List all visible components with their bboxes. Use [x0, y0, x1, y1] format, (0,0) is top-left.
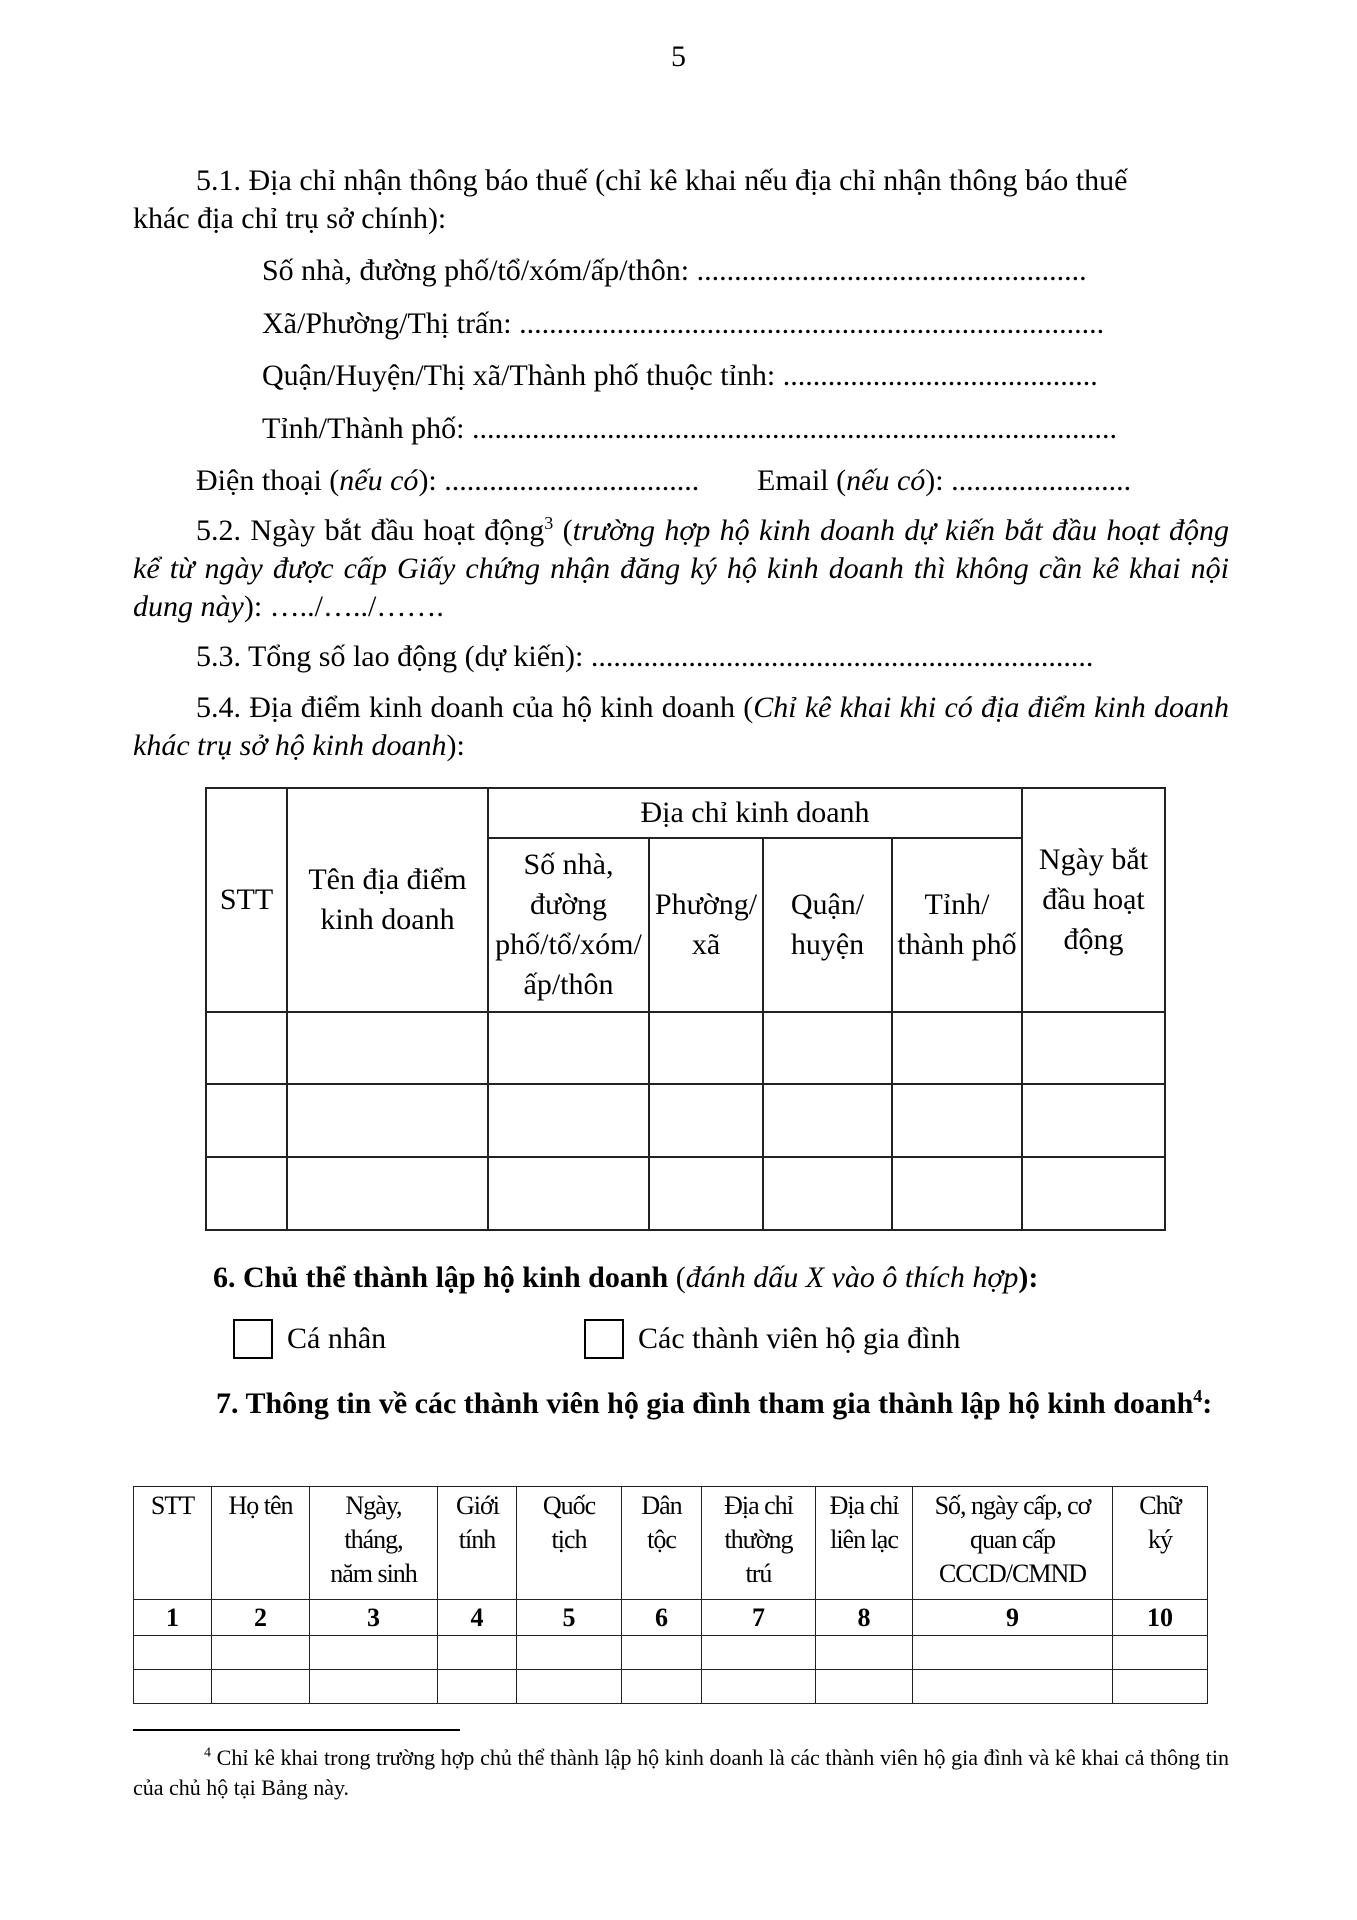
header-cell: Số, ngày cấp, cơ quan cấp CCCD/CMND: [913, 1487, 1113, 1600]
number-cell: 10: [1113, 1600, 1208, 1636]
district-field: Quận/Huyện/Thị xã/Thành phố thuộc tỉnh: ..........................................: [262, 359, 1098, 392]
s7-heading: 7. Thông tin về các thành viên hộ gia đình tham gia thành lập hộ kinh doanh$^4$:: [216, 1386, 1213, 1420]
s52-paragraph: 5.2. Ngày bắt đầu hoạt động$^3$ (trường hợp hộ kinh doanh dự kiến bắt đầu hoạt động kể từ ngày được cấp Giấy chứng nhận đăng ký hộ kinh doanh thì không cần kê khai nội dung này): …../…../…….: [133, 513, 1229, 623]
s51-line2: khác địa chỉ trụ sở chính):: [133, 202, 447, 235]
number-cell: 6: [622, 1600, 702, 1636]
col-street: Số nhà, đường phố/tổ/xóm/ ấp/thôn: [488, 838, 649, 1012]
family-label: Các thành viên hộ gia đình: [638, 1322, 961, 1355]
header-cell: Địa chỉ liên lạc: [816, 1487, 913, 1600]
col-ward: Phường/ xã: [649, 838, 763, 1012]
header-cell: Chữ ký: [1113, 1487, 1208, 1600]
number-cell: 2: [212, 1600, 310, 1636]
table-row: [206, 1157, 1165, 1230]
table-row: [206, 1084, 1165, 1157]
page-number: 5: [671, 40, 686, 73]
col-address-group: Địa chỉ kinh doanh: [488, 788, 1022, 838]
province-field: Tỉnh/Thành phố: ......................................................................................: [262, 412, 1117, 445]
col-district: Quận/ huyện: [763, 838, 892, 1012]
footnote-divider: [133, 1729, 460, 1731]
phone-field: Điện thoại (nếu có): ..................................: [196, 464, 700, 497]
number-cell: 3: [310, 1600, 438, 1636]
number-cell: 8: [816, 1600, 913, 1636]
header-cell: Địa chỉ thường trú: [702, 1487, 816, 1600]
header-cell: Ngày, tháng, năm sinh: [310, 1487, 438, 1600]
number-cell: 5: [517, 1600, 622, 1636]
email-field: Email (nếu có): ........................: [757, 464, 1132, 497]
col-location-name: Tên địa điểm kinh doanh: [287, 788, 488, 1012]
header-cell: Quốc tịch: [517, 1487, 622, 1600]
footnote: $^4$ Chỉ kê khai trong trường hợp chủ thể thành lập hộ kinh doanh là các thành viên hộ gia đình và kê khai cả thông tin của chủ hộ tại Bảng này.: [133, 1745, 1229, 1800]
header-cell: Dân tộc: [622, 1487, 702, 1600]
header-cell: STT: [134, 1487, 212, 1600]
col-stt: STT: [206, 788, 287, 1012]
table-row: [134, 1670, 1208, 1704]
table2-number-row: [134, 1600, 1208, 1636]
family-members-table: [133, 1486, 1208, 1704]
individual-checkbox[interactable]: [233, 1319, 273, 1359]
street-field: Số nhà, đường phố/tổ/xóm/ấp/thôn: ....................................................: [262, 254, 1087, 287]
table-row: [134, 1636, 1208, 1670]
option-family: [584, 1319, 960, 1359]
individual-label: Cá nhân: [287, 1322, 387, 1355]
s51-line1: 5.1. Địa chỉ nhận thông báo thuế (chỉ kê khai nếu địa chỉ nhận thông báo thuế: [196, 164, 1128, 197]
s53-labor: 5.3. Tổng số lao động (dự kiến): ...................................................................: [196, 640, 1094, 673]
number-cell: 9: [913, 1600, 1113, 1636]
s6-heading: 6. Chủ thể thành lập hộ kinh doanh (đánh dấu X vào ô thích hợp):: [213, 1261, 1039, 1294]
header-cell: Họ tên: [212, 1487, 310, 1600]
header-cell: Giới tính: [438, 1487, 517, 1600]
number-cell: 7: [702, 1600, 816, 1636]
number-cell: 4: [438, 1600, 517, 1636]
ward-field: Xã/Phường/Thị trấn: ..............................................................................: [262, 307, 1105, 340]
option-individual: [233, 1319, 386, 1359]
col-province: Tỉnh/ thành phố: [892, 838, 1022, 1012]
family-checkbox[interactable]: [584, 1319, 624, 1359]
table2-header-row: [134, 1487, 1208, 1600]
number-cell: 1: [134, 1600, 212, 1636]
table-row: [206, 1012, 1165, 1084]
col-start-date: Ngày bắt đầu hoạt động: [1022, 788, 1165, 1012]
s54-paragraph: 5.4. Địa điểm kinh doanh của hộ kinh doanh (Chỉ kê khai khi có địa điểm kinh doanh khác trụ sở hộ kinh doanh):: [133, 691, 1229, 762]
business-locations-table: [205, 787, 1166, 1231]
